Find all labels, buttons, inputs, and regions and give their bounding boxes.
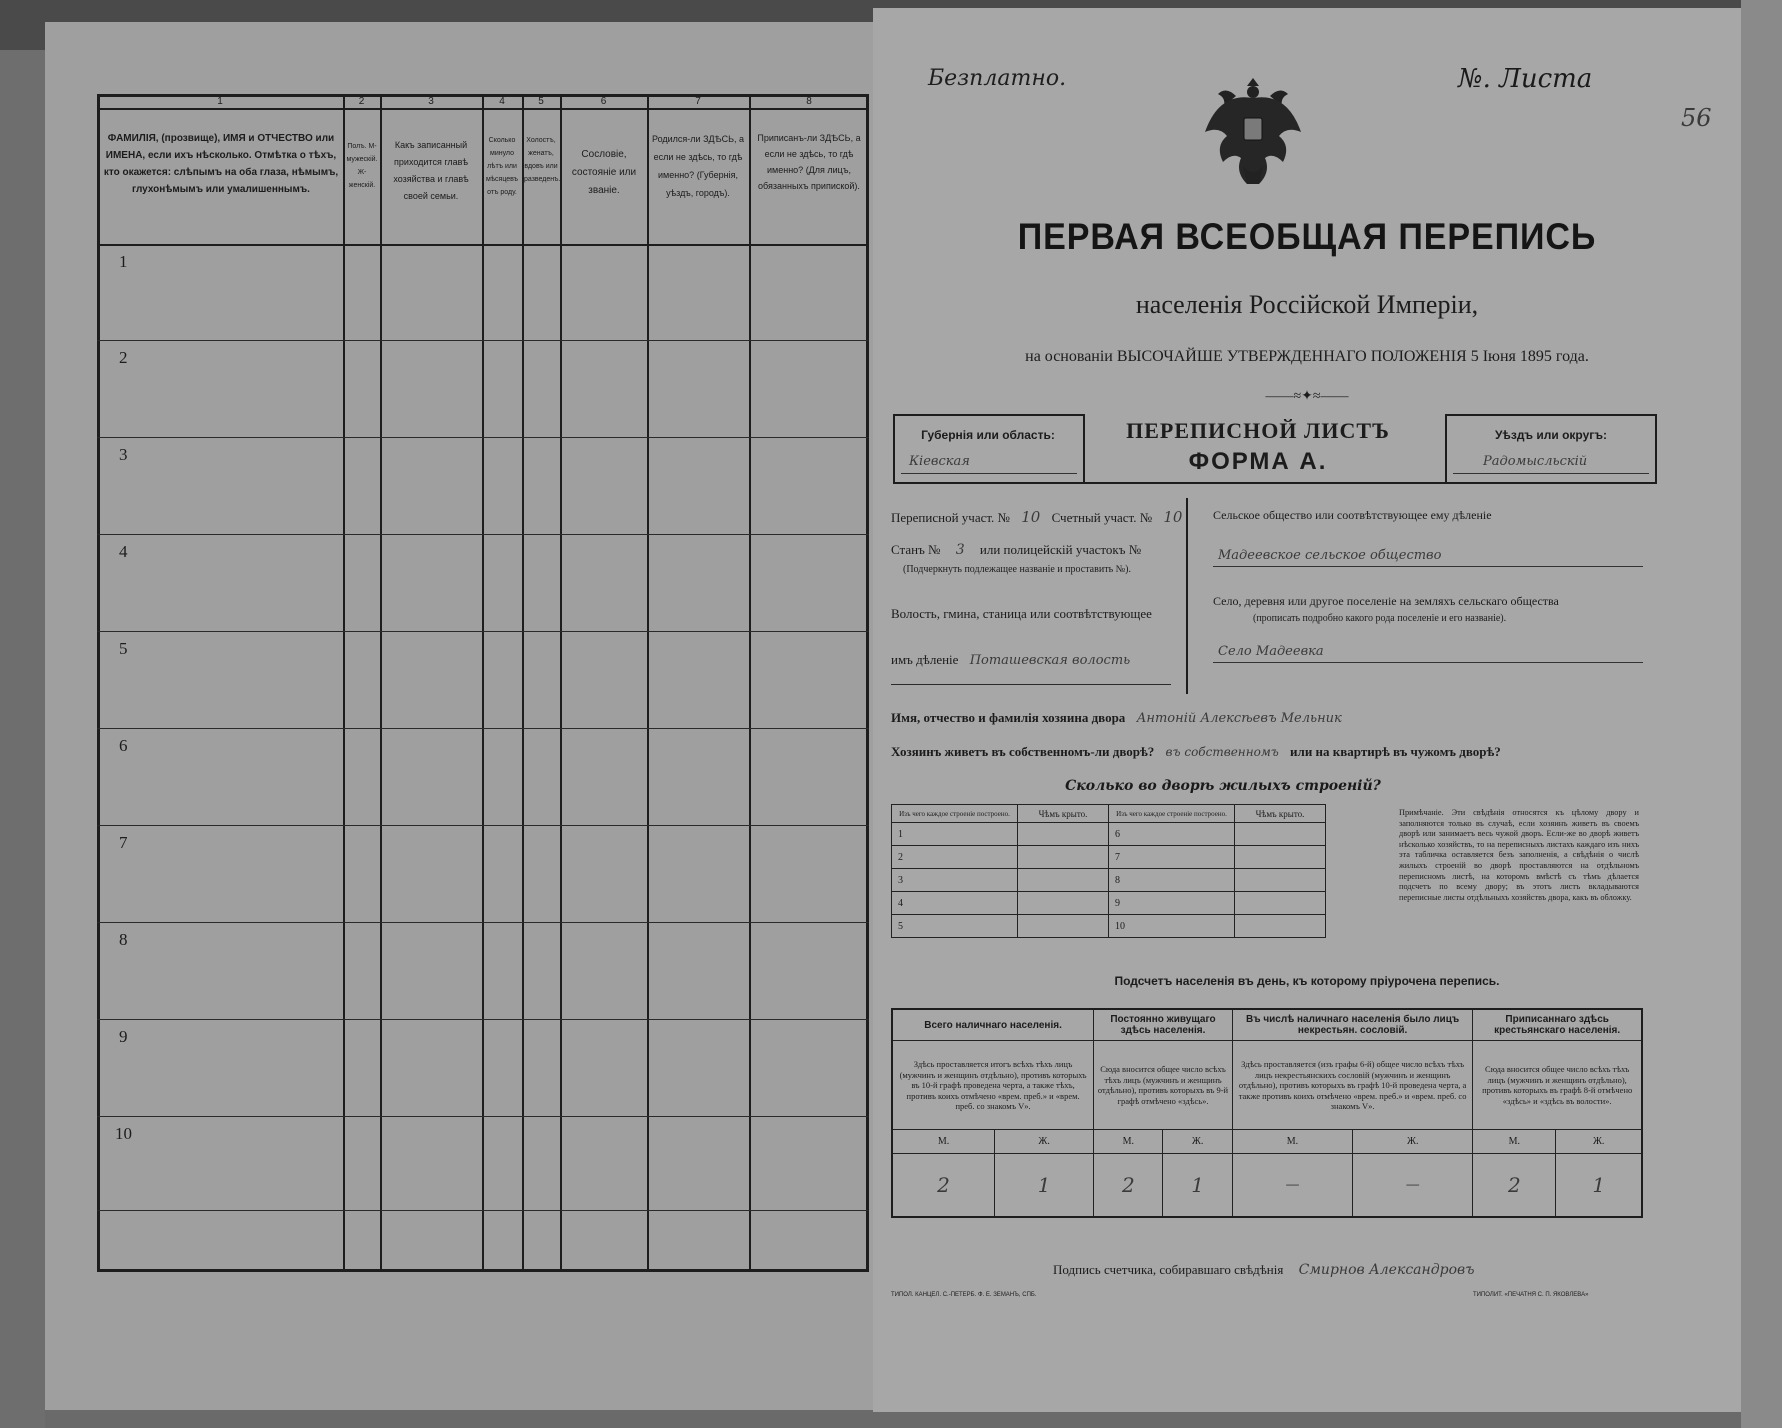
sheet-no-value: 56 [1681,104,1712,132]
village-note: (прописать подробно какого рода поселеніе и его названіе). [1253,613,1507,624]
page-stack-bottom [45,1410,1741,1428]
col-number-2: 2 [358,96,365,107]
signature-value: Смирнов Александровъ [1298,1262,1475,1278]
count-desc-nonpeasant: Здѣсь проставляется (изъ графы 6-й) общее число всѣхъ тѣхъ лицъ некрестьянскихъ сословій (мужчинъ и женщинъ отдѣльно), противъ которыхъ въ графѣ 10-й проведена черта, а также противъ коихъ отмѣчено «врем. преб.» и «врем. преб. со знакомъ V». [1232,1041,1473,1130]
police-label: или полицейскій участокъ № [979,542,1142,557]
sheet-title: ПЕРЕПИСНОЙ ЛИСТЪ [1126,418,1390,443]
count-section-value: 10 [1163,508,1183,526]
census-section-value: 10 [1021,508,1041,526]
coat-of-arms-icon [1198,66,1308,196]
col-header-relation: Какъ записанный приходится главѣ хозяйства и главѣ своей семьи. [393,140,469,201]
count-table: Всего наличнаго населенія. Постоянно живущаго здѣсь населенія. Въ числѣ наличнаго населенія было лицъ некрестьян. сословій. Приписаннаго здѣсь крестьянскаго населенія. Здѣсь проставляется итогъ всѣхъ тѣхъ лицъ (мужчинъ и женщинъ отдѣльно), противъ которыхъ въ 10-й графѣ проведена черта, а также тѣхъ, противъ коихъ отмѣчено «врем. преб.» и «врем. преб. со знакомъ V». Сюда вносится общее число всѣхъ тѣхъ лицъ (мужчинъ и женщинъ отдѣльно), противъ которыхъ въ 9-й графѣ отмѣчено «здѣсь». Здѣсь проставляется (изъ графы 6-й) общее число всѣхъ тѣхъ лицъ некрестьянскихъ сословій (мужчинъ и женщинъ отдѣльно), противъ которыхъ въ графѣ 10-й проведена черта, а также противъ коихъ отмѣчено «врем. преб.» и «врем. преб. со знакомъ V». Сюда вносится общее число всѣхъ тѣхъ лицъ (мужчинъ и женщинъ отдѣльно), противъ которыхъ въ графѣ 8-й отмѣчено «здѣсь» и «здѣсь въ волости». М. Ж. М. Ж. М. Ж. М. Ж. 2 1 2 1 — — 2 1 [891,1008,1643,1218]
count-header-registered: Приписаннаго здѣсь крестьянскаго населенія. [1473,1009,1642,1041]
col-header-registration: Приписанъ-ли ЗДѢСЬ, а если не здѣсь, то гдѣ именно? (Для лицъ, обязанныхъ припиской). [757,133,861,191]
count-value-registered-m: 2 [1473,1153,1556,1217]
uezd-value: Радомысльскій [1483,454,1588,469]
row-number-7: 7 [119,833,128,852]
count-header-nonpeasant: Въ числѣ наличнаго населенія было лицъ некрестьян. сословій. [1232,1009,1473,1041]
col-number-7: 7 [695,96,701,107]
signature-label: Подпись счетчика, собиравшаго свѣдѣнія [1053,1262,1284,1277]
buildings-label: Сколько во дворѣ жилыхъ строеній? [1065,778,1381,794]
census-title: ПЕРВАЯ ВСЕОБЩАЯ ПЕРЕПИСЬ [1017,216,1597,257]
buildings-table-left: Изъ чего каждое строеніе построено. Чѣмъ крыто. Изъ чего каждое строеніе построено. Чѣмъ крыто. 1 6 2 7 3 8 4 9 5 10 [891,804,1326,938]
col-number-5: 5 [538,96,544,107]
owner-label: Имя, отчество и фамилія хозяина двора [891,710,1126,725]
left-page [45,22,873,1410]
count-header-total: Всего наличнаго населенія. [892,1009,1094,1041]
col-number-4: 4 [499,96,505,107]
ornament: ——≈✦≈—— [1265,389,1349,404]
stan-value: 3 [955,542,965,558]
count-value-permanent-m: 2 [1094,1153,1163,1217]
count-value-nonpeasant-m: — [1232,1153,1352,1217]
census-subtitle: населенія Россійской Имперіи, [1135,290,1479,319]
col-header-age: Сколько минуло лѣтъ или мѣсяцевъ отъ роду. [485,137,519,196]
count-title: Подсчетъ населенія въ день, къ которому пріурочена перепись. [1114,974,1500,988]
owner-value: Антоній Алексѣевъ Мельник [1136,711,1342,726]
census-basis: на основаніи ВЫСОЧАЙШЕ УТВЕРЖДЕННАГО ПОЛОЖЕНІЯ 5 Іюня 1895 года. [1025,348,1589,365]
volost-label: Волость, гмина, станица или соотвѣтствующее [891,606,1152,621]
count-header-permanent: Постоянно живущаго здѣсь населенія. [1094,1009,1233,1041]
gubernia-value: Кіевская [909,454,970,469]
row-number-6: 6 [119,736,128,755]
page-stack-right [1741,0,1782,1428]
row-number-4: 4 [119,542,128,561]
village-label: Село, деревня или другое поселеніе на земляхъ сельскаго общества [1213,594,1559,608]
col-header-estate: Сословіе, состояніе или званіе. [571,149,637,196]
row-number-5: 5 [119,639,128,658]
stan-label: Станъ № [891,542,941,557]
row-number-1: 1 [119,252,128,271]
count-value-registered-f: 1 [1556,1153,1642,1217]
free-label: Безплатно. [928,66,1067,91]
count-desc-total: Здѣсь проставляется итогъ всѣхъ тѣхъ лицъ (мужчинъ и женщинъ отдѣльно), противъ которыхъ въ 10-й графѣ проведена черта, а также тѣхъ, противъ коихъ отмѣчено «врем. преб.» и «врем. преб. со знакомъ V». [892,1041,1094,1130]
right-page [873,8,1741,1412]
underline-note: (Подчеркнуть подлежащее названіе и проставить №). [903,564,1131,575]
sheet-form: ФОРМА А. [1188,448,1328,475]
row-number-10: 10 [115,1124,132,1143]
col-number-8: 8 [806,96,812,107]
col-header-birthplace: Родился-ли ЗДѢСЬ, а если не здѣсь, то гдѣ именно? (Губернія, уѣздъ, городъ). [651,134,745,198]
col-header-sex: Полъ. М-мужескій. Ж-женскій. [346,143,378,189]
col-header-marital: Холостъ, женатъ, вдовъ или разведенъ. [524,137,561,183]
col-header-name: ФАМИЛІЯ, (прозвище), ИМЯ и ОТЧЕСТВО или ИМЕНА, если ихъ нѣсколько. Отмѣтка о тѣхъ, кто окажется: слѣпымъ на оба глаза, нѣмымъ, глухонѣмымъ или умалишеннымъ. [103,133,339,195]
village-value: Село Мадеевка [1218,644,1324,659]
count-value-nonpeasant-f: — [1353,1153,1473,1217]
count-value-total-m: 2 [892,1153,995,1217]
note: Примѣчаніе. Эти свѣдѣнія относятся къ цѣлому двору и заполняются только въ случаѣ, если хозяинъ живетъ въ своемъ дворѣ или занимаетъ весь чужой дворъ. Если-же во дворѣ живетъ нѣсколько хозяйствъ, то на переписныхъ листахъ каждаго изъ нихъ эта табличка оставляется безъ заполненія, а свѣдѣнія о числѣ жилыхъ строеній во дворѣ проставляются на отдѣльномъ переписномъ листѣ, на которомъ вмѣстѣ съ тѣмъ дѣлается подсчетъ по всему двору; въ этотъ листъ вкладываются переписные листы отдѣльныхъ хозяйствъ двора, какъ въ обложку. [1399,808,1639,902]
village-society-label: Сельское общество или соотвѣтствующее ему дѣленіе [1213,508,1492,522]
uezd-label: Уѣздъ или округъ: [1494,428,1608,442]
printer-right: ТИПОЛИТ. «ПЕЧАТНЯ С. П. ЯКОВЛЕВА» [1473,1292,1589,1298]
col-number-3: 3 [428,96,434,107]
count-value-total-f: 1 [995,1153,1094,1217]
volost-label-2: имъ дѣленіе [891,652,959,667]
page-stack-left [0,50,45,1428]
row-number-2: 2 [119,348,128,367]
lives-label: Хозяинъ живетъ въ собственномъ-ли дворѣ? [891,744,1155,759]
apartment-label: или на квартирѣ въ чужомъ дворѣ? [1290,744,1501,759]
printer-left: ТИПОЛ. КАНЦЕЛ. С.-ПЕТЕРБ. Ф. Е. ЗЕМАНЪ, СПБ. [891,1292,1037,1298]
census-section-label: Переписной участ. № [891,510,1010,525]
row-number-3: 3 [119,445,128,464]
count-desc-permanent: Сюда вносится общее число всѣхъ тѣхъ лицъ (мужчинъ и женщинъ отдѣльно), противъ которыхъ въ 9-й графѣ отмѣчено «здѣсь». [1094,1041,1233,1130]
count-value-permanent-f: 1 [1163,1153,1232,1217]
count-desc-registered: Сюда вносится общее число всѣхъ тѣхъ лицъ (мужчинъ и женщинъ отдѣльно), противъ которыхъ въ графѣ 8-й отмѣчено «здѣсь» и «здѣсь въ волости». [1473,1041,1642,1130]
village-society-value: Мадеевское сельское общество [1218,548,1442,563]
row-number-9: 9 [119,1027,128,1046]
gubernia-label: Губернія или область: [921,428,1055,442]
count-section-label: Счетный участ. № [1051,510,1153,525]
col-number-6: 6 [600,96,607,107]
sheet-no-label: №. Листа [1458,64,1593,94]
lives-value: въ собственномъ [1165,745,1279,759]
col-number-1: 1 [217,96,223,107]
volost-value: Поташевская волость [969,653,1131,668]
row-number-8: 8 [119,930,128,949]
